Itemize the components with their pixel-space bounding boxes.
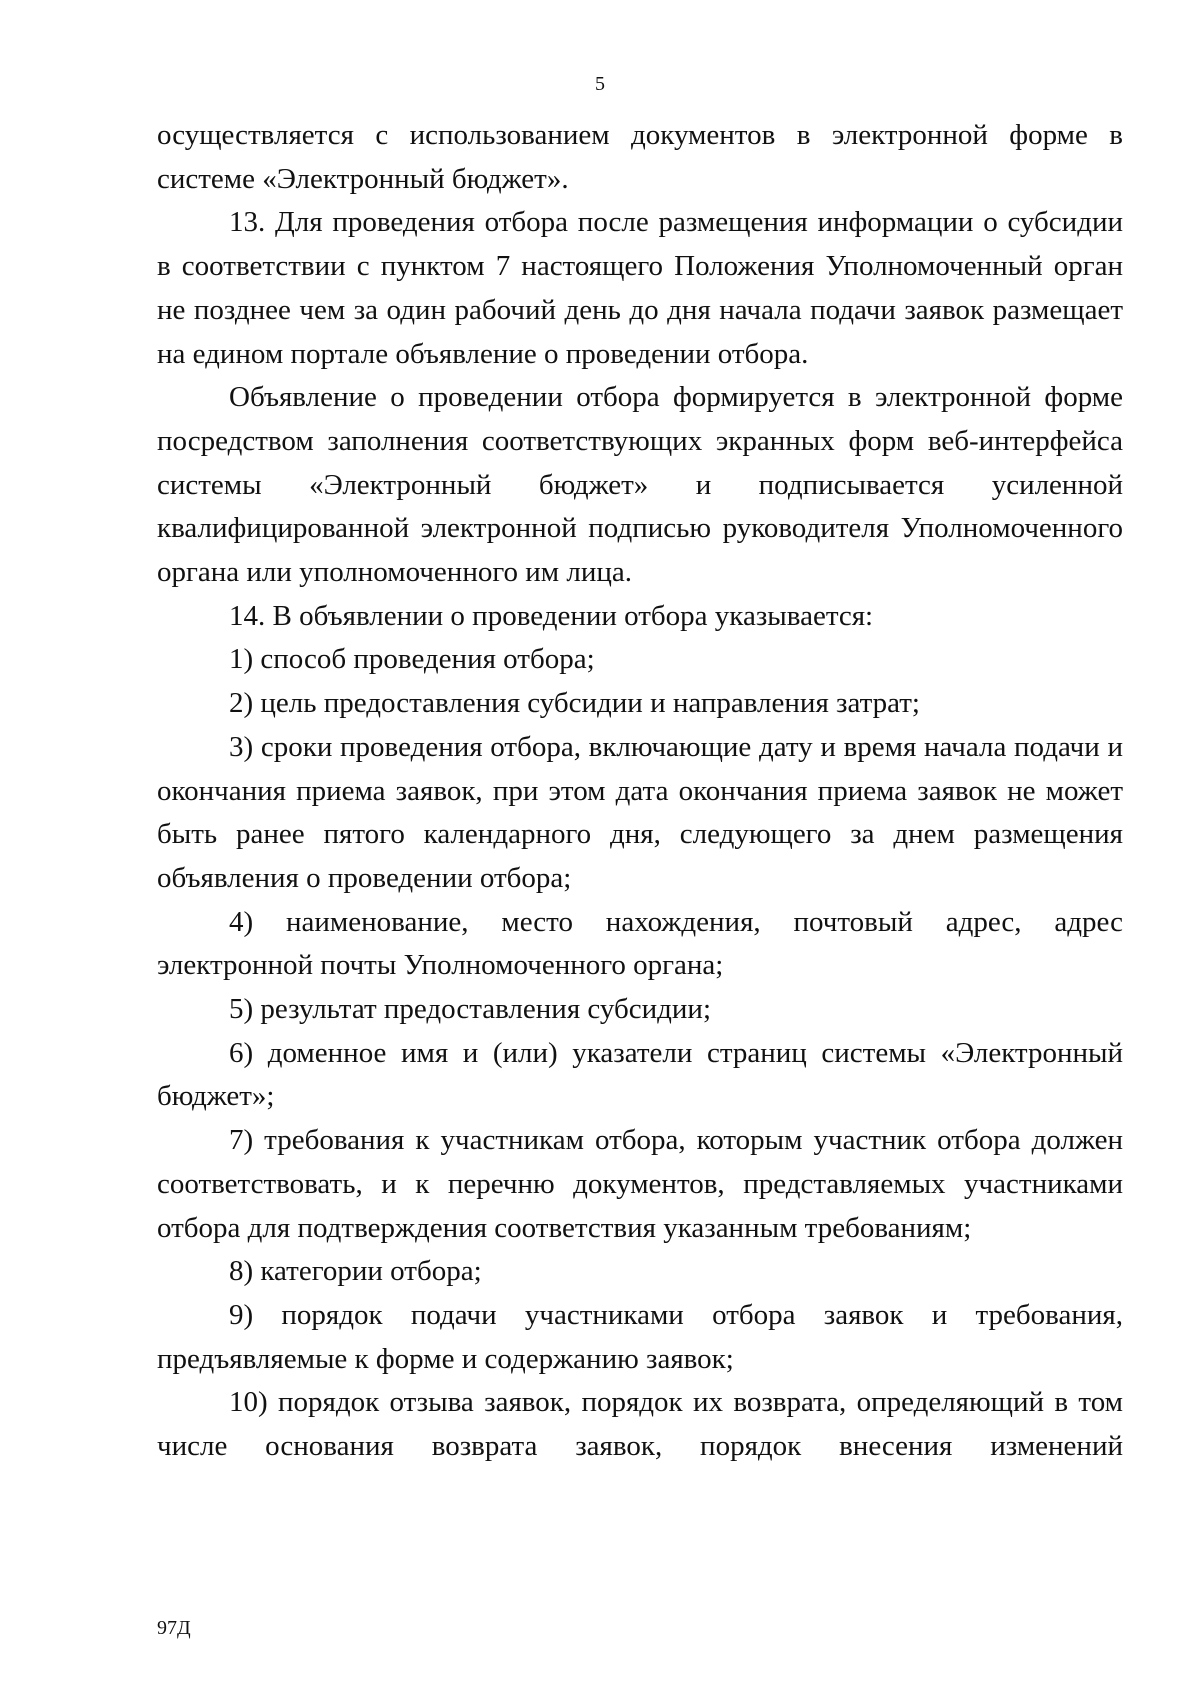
document-body [157,114,1123,1469]
list-item-8: 8) категории отбора; [229,1255,482,1288]
list-item-4: 4) наименование, место нахождения, почтовый адрес, адрес электронной почты Уполномоченного органа; [157,905,1123,982]
list-item-10: 10) порядок отзыва заявок, порядок их возврата, определяющий в том числе основания возврата заявок, порядок внесения изменений [157,1386,1123,1463]
list-item-6: 6) доменное имя и (или) указатели страниц системы «Электронный бюджет»; [157,1036,1123,1113]
page-number: 5 [595,73,605,95]
paragraph-item-13: 13. Для проведения отбора после размещения информации о субсидии в соответствии с пунктом 7 настоящего Положения Уполномоченный орган не позднее чем за один рабочий день до дня начала подачи заявок размещает на едином портале объявление о проведении отбора. [157,206,1123,370]
list-item-1: 1) способ проведения отбора; [229,643,595,676]
list-item-7: 7) требования к участникам отбора, которым участник отбора должен соответствовать, и к перечню документов, представляемых участниками отбора для подтверждения соответствия указанным требованиям; [157,1124,1123,1244]
list-item-5: 5) результат предоставления субсидии; [229,993,712,1026]
paragraph-announcement: Объявление о проведении отбора формируется в электронной форме посредством заполнения соответствующих экранных форм веб-интерфейса системы «Электронный бюджет» и подписывается усиленной квалифицированной электронной подписью руководителя Уполномоченного органа или уполномоченного им лица. [157,381,1123,589]
list-item-3: 3) сроки проведения отбора, включающие дату и время начала подачи и окончания приема заявок, при этом дата окончания приема заявок не может быть ранее пятого календарного дня, следующего за днем размещения объявления о проведении отбора; [157,730,1123,894]
list-item-2: 2) цель предоставления субсидии и направления затрат; [229,687,920,720]
footer-document-code: 97Д [157,1617,191,1639]
list-item-9: 9) порядок подачи участниками отбора заявок и требования, предъявляемые к форме и содержанию заявок; [157,1298,1123,1375]
paragraph-item-14: 14. В объявлении о проведении отбора указывается: [229,599,874,632]
paragraph-continuation: осуществляется с использованием документов в электронной форме в системе «Электронный бюджет». [157,119,1123,195]
